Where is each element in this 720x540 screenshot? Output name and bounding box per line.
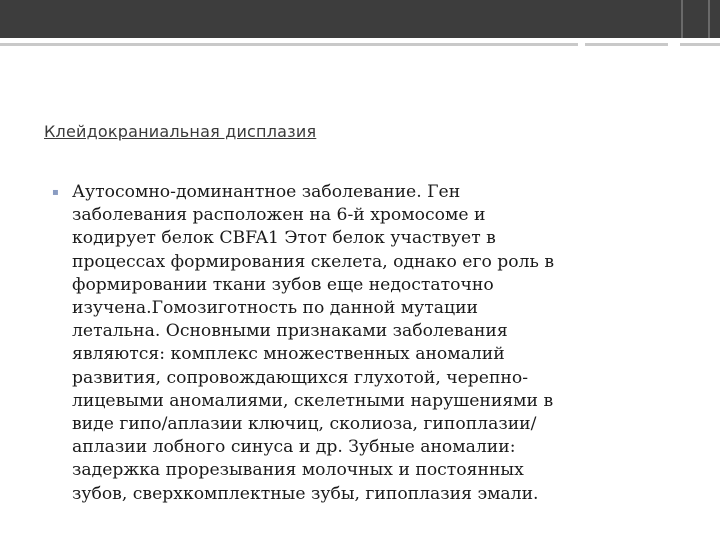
header-separator (708, 0, 710, 38)
decorative-rule (585, 43, 668, 46)
header-band (0, 0, 720, 38)
decorative-rule (0, 43, 578, 46)
body-line: Аутосомно-доминантное заболевание. Ген (72, 182, 461, 202)
slide-title: Клейдокраниальная дисплазия (44, 122, 317, 141)
body-line: заболевания расположен на 6-й хромосоме и (72, 205, 486, 226)
body-line: развития, сопровождающихся глухотой, черепно- (72, 367, 529, 388)
body-line: процессах формирования скелета, однако его роль в (72, 251, 555, 272)
body-line: кодирует белок CBFA1 Этот белок участвует в (72, 228, 496, 249)
body-line: формировании ткани зубов еще недостаточно (72, 274, 494, 295)
body-line: аплазии лобного синуса и др. Зубные аномалии: (72, 437, 516, 458)
body-line: зубов, сверхкомплектные зубы, гипоплазия эмали. (72, 483, 539, 504)
header-separator (681, 0, 683, 38)
slide-body (72, 181, 672, 506)
body-line: лицевыми аномалиями, скелетными нарушениями в (72, 390, 554, 411)
body-line: задержка прорезывания молочных и постоянных (72, 460, 524, 481)
bullet-dot-icon: ▪ (52, 187, 59, 198)
body-line: виде гипо/аплазии ключиц, сколиоза, гипоплазии/ (72, 414, 537, 435)
body-line: являются: комплекс множественных аномалий (72, 344, 505, 365)
body-line: летальна. Основными признаками заболевания (72, 321, 508, 342)
body-line: изучена.Гомозиготность по данной мутации (72, 298, 479, 319)
decorative-rule (680, 43, 720, 46)
